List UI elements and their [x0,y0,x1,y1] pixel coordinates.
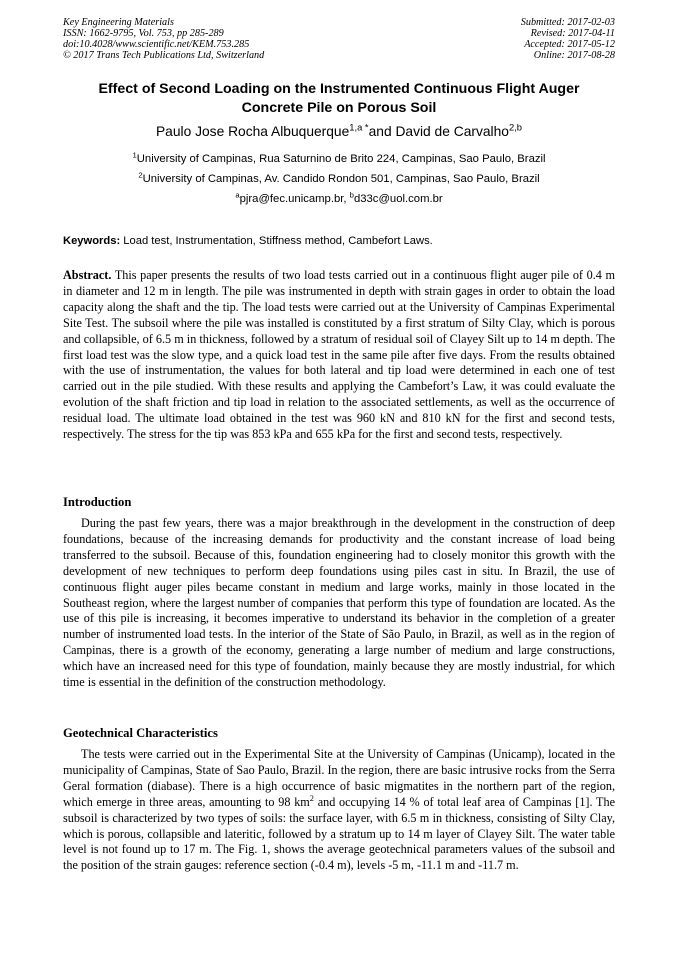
journal-copyright: © 2017 Trans Tech Publications Ltd, Switzerland [63,50,265,61]
affiliation-2 [0,172,678,186]
email-b-marker: b [349,190,354,200]
title-line-1: Effect of Second Loading on the Instrumented Continuous Flight Auger [98,81,580,97]
author-1: Paulo Jose Rocha Albuquerque [155,124,350,139]
journal-doi: doi:10.4028/www.scientific.net/KEM.753.285 [63,39,250,50]
date-submitted: Submitted: 2017-02-03 [520,17,615,28]
abstract-label: Abstract. [63,268,112,282]
date-revised: Revised: 2017-04-11 [530,28,615,39]
geotechnical-text-1: The tests were carried out in the Experimental Site at the University of Campinas (Unicamp), located in the municipality of Campinas, State of Sao Paulo, Brazil. In the region, there are basic intrusive rocks from the Serra Geral formation (diabase). There is a high occurrence of basic migmatites in the northern part of the region, which emerge in three areas, amounting to 98 km [63,747,615,809]
journal-name: Key Engineering Materials [63,17,174,28]
area-unit-superscript: 2 [309,793,314,803]
keywords-text: Load test, Instrumentation, Stiffness method, Cambefort Laws. [120,235,433,247]
geotechnical-text-2: and occupying 14 % of total leaf area of Campinas [1]. The subsoil is characterized by two types of soils: the surface layer, with 6.5 m in thickness, consisting of Silty Clay, which is porous, collapsible and lateritic, followed by a stratum up to 14 m layer of Clayey Silt. The water table level is not found up to 17 m. The Fig. 1, shows the average geotechnical parameters values of the subsoil and the position of the strain gauges: reference section (-0.4 m), levels -5 m, -11.1 m and -11.7 m. [63,794,615,873]
journal-issn: ISSN: 1662-9795, Vol. 753, pp 285-289 [63,28,224,39]
journal-info [63,17,264,61]
keywords-label: Keywords: [63,235,121,247]
introduction-heading: Introduction [63,495,132,509]
author-emails [0,192,678,206]
email-a-marker: a [235,190,240,200]
email-b: d33c@uol.com.br [353,193,443,205]
title-line-2: Concrete Pile on Porous Soil [241,100,437,116]
affiliation-1-marker: 1 [132,150,137,160]
author-2: and David de Carvalho [368,124,509,139]
introduction-paragraph: During the past few years, there was a major breakthrough in the development in the construction of deep foundations, because of the increasing demands for productivity and the constant increase of load being transferred to the subsoil. Because of this, foundation engineering had to closely monitor this growth with the development of new techniques to perform deep foundations using piles cast in situ. In Brazil, the use of continuous flight auger piles became constant in medium and large works, mainly in those located in the Southeast region, where the largest number of companies that perform this type of foundation are located. As the use of this pile is increasing, it becomes imperative to understand its behavior in the completion of a greater number of instrumented load tests. In the interior of the State of São Paulo, in Brazil, as well as in the region of Campinas, there is a growth of the economy, generating a large number of medium and large constructions, which have an increased need for this type of foundation, mainly because they are mostly industrial, for which time is essential in the definition of the construction methodology. [63,516,615,690]
geotechnical-heading: Geotechnical Characteristics [63,726,218,740]
affiliation-2-text: University of Campinas, Av. Candido Rondon 501, Campinas, Sao Paulo, Brazil [142,173,540,185]
geotechnical-paragraph [63,747,615,874]
date-online: Online: 2017-08-28 [533,50,615,61]
affiliation-1-text: University of Campinas, Rua Saturnino de Brito 224, Campinas, Sao Paulo, Brazil [136,153,546,165]
abstract-text: This paper presents the results of two load tests carried out in a continuous flight auger pile of 0.4 m in diameter and 12 m in length. The pile was instrumented in depth with strain gages in order to obtain the load capacity along the shaft and the tip. The load tests were carried out at the University of Campinas Experimental Site Test. The subsoil where the pile was installed is constituted by a first stratum of Silty Clay, which is porous and collapsible, of 6.5 m in thickness, followed by a stratum of residual soil of Clayey Silt up to 14 m depth. The first load test was the slow type, and a quick load test in the same pile after five days. From the results obtained with the use of instrumentation, the values for both lateral and tip load were determined in each one of test carried out in the pile studied. With these results and applying the Cambefort’s Law, it was could evaluate the evolution of the shaft friction and tip load in relation to the associated settlements, as well as the occurrence of residual load. The ultimate load obtained in the test was 960 kN and 810 kN for the first and second tests, respectively. The stress for the tip was 853 kPa and 655 kPa for the first and second tests, respectively. [63,268,615,442]
date-accepted: Accepted: 2017-05-12 [524,39,615,50]
affiliation-1 [0,152,678,166]
abstract [63,268,615,443]
submission-dates [521,17,615,61]
paper-title [40,80,638,118]
keywords [63,234,618,248]
email-a: pjra@fec.unicamp.br, [239,193,350,205]
affiliation-2-marker: 2 [138,170,143,180]
author-2-superscript: 2,b [508,122,522,133]
author-1-superscript: 1,a * [349,122,369,133]
author-list [0,122,678,142]
